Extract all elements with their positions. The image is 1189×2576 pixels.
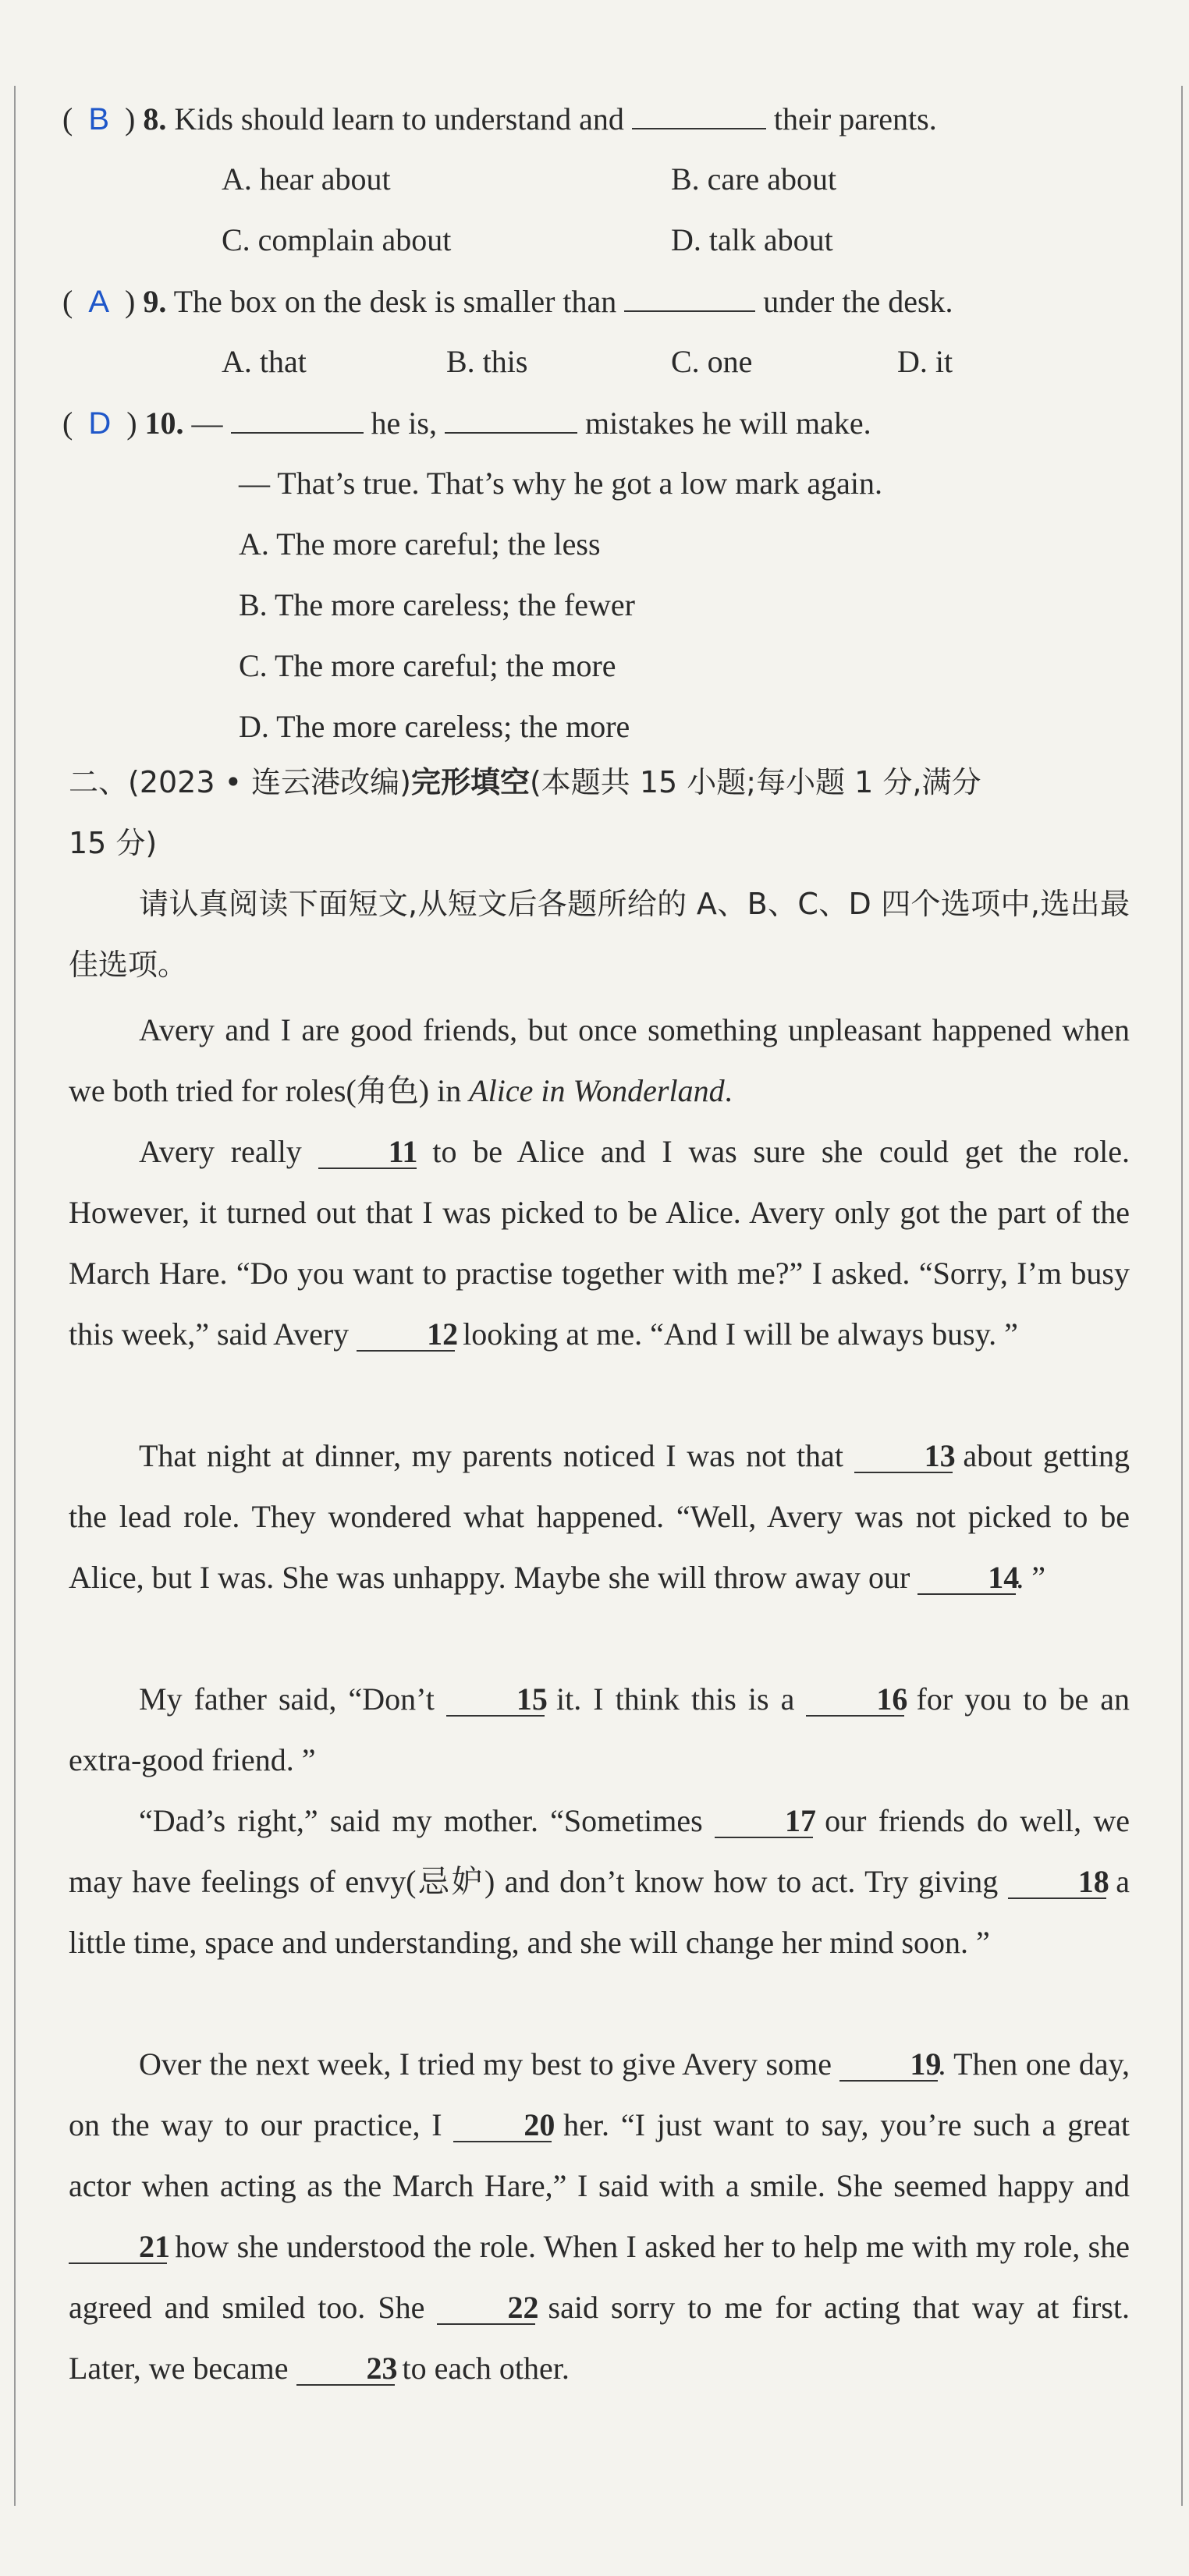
- answer-blank: [624, 279, 755, 312]
- section-note-continued: 15 分): [69, 826, 158, 860]
- passage-text: for you to be an extra-good friend. ”: [69, 1681, 1130, 1777]
- option-c: C. complain about: [222, 222, 452, 257]
- blank-20: 20: [453, 2110, 552, 2142]
- option-a: A. hear about: [222, 161, 391, 197]
- blank-11: 11: [318, 1136, 417, 1169]
- dialogue-reply: — That’s true. That’s why he got a low mark again.: [239, 466, 883, 501]
- question-number: 8.: [143, 101, 167, 136]
- question-number: 9.: [143, 284, 167, 319]
- answer-blank-1: [231, 401, 364, 434]
- answer-paren: ( A ): [62, 284, 136, 319]
- answer-letter: A: [88, 285, 110, 319]
- section-note: (本题共 15 小题;每小题 1 分,满分: [529, 765, 981, 799]
- passage-text: looking at me. “And I will be always busy. ”: [463, 1316, 1018, 1352]
- passage-text: to be Alice and I was sure she could get the role. However, it turned out that I was picked to be Alice. Avery only got the part of the March Hare. “Do you want to practise together with me?” I asked. “Sorry, I’m busy this week,” said Avery: [69, 1134, 1130, 1352]
- question-9: [62, 279, 953, 324]
- question-10: [62, 401, 871, 445]
- passage-text: said sorry to me for acting that way at first. Later, we became: [69, 2290, 1130, 2386]
- answer-blank: [632, 97, 766, 129]
- passage-paragraph-1: [69, 1000, 1130, 1121]
- passage-text: about getting the lead role. They wondered what happened. “Well, Avery was not picked to be Alice, but I was. She was unhappy. Maybe she will throw away our: [69, 1438, 1130, 1595]
- blank-17: 17: [715, 1805, 813, 1838]
- passage-paragraph-5: [69, 1791, 1130, 1973]
- passage-paragraph-6: [69, 2034, 1130, 2399]
- question-stem-end: under the desk.: [763, 284, 953, 319]
- passage-text: .: [724, 1073, 733, 1108]
- blank-13: 13: [854, 1440, 953, 1473]
- blank-19: 19: [839, 2049, 938, 2082]
- option-c: C. The more careful; the more: [239, 648, 616, 683]
- instruction-text: 请认真阅读下面短文,从短文后各题所给的 A、B、C、D 四个选项中,选出最佳选项。: [69, 887, 1130, 982]
- option-d: D. it: [897, 344, 953, 379]
- dialogue-dash: —: [191, 406, 223, 441]
- passage-paragraph-4: [69, 1669, 1130, 1791]
- section-heading: [69, 760, 981, 804]
- option-b: B. The more careless; the fewer: [239, 587, 635, 622]
- blank-16: 16: [806, 1684, 904, 1717]
- option-c: C. one: [671, 344, 753, 379]
- blank-23: 23: [296, 2353, 395, 2386]
- option-d: D. talk about: [671, 222, 833, 257]
- answer-letter: D: [88, 406, 112, 441]
- passage-text: how she understood the role. When I asked her to help me with my role, she agreed and smiled too. She: [69, 2229, 1130, 2325]
- blank-21: 21: [69, 2231, 167, 2264]
- question-stem: Kids should learn to understand and: [174, 101, 624, 136]
- option-d: D. The more careless; the more: [239, 709, 630, 744]
- passage-text: . Then one day, on the way to our practice, I: [69, 2046, 1130, 2142]
- passage-text: Avery really: [139, 1134, 302, 1169]
- passage-text: My father said, “Don’t: [139, 1681, 435, 1717]
- question-8: [62, 97, 937, 141]
- question-stem-end: mistakes he will make.: [584, 406, 871, 441]
- passage-text: Avery and I are good friends, but once something unpleasant happened when we both tried for roles(角色) in: [69, 1012, 1130, 1108]
- blank-22: 22: [437, 2292, 535, 2325]
- passage-text: a little time, space and understanding, and she will change her mind soon. ”: [69, 1864, 1130, 1960]
- question-number: 10.: [144, 406, 184, 441]
- option-a: A. The more careful; the less: [239, 526, 601, 562]
- answer-paren: ( B ): [62, 101, 136, 136]
- section-title: 完形填空: [410, 765, 530, 799]
- question-stem: The box on the desk is smaller than: [173, 284, 617, 319]
- answer-paren: ( D ): [62, 406, 137, 441]
- passage-text: her. “I just want to say, you’re such a great actor when acting as the March Hare,” I said with a smile. She seemed happy and: [69, 2107, 1130, 2203]
- blank-18: 18: [1008, 1866, 1106, 1899]
- passage-text: to each other.: [402, 2351, 570, 2386]
- question-stem-end: their parents.: [773, 101, 937, 136]
- answer-letter: B: [88, 102, 110, 136]
- passage-text: That night at dinner, my parents noticed I was not that: [139, 1438, 843, 1473]
- option-a: A. that: [222, 344, 307, 379]
- blank-14: 14: [917, 1562, 1016, 1595]
- passage-text: Over the next week, I tried my best to give Avery some: [139, 2046, 832, 2082]
- right-margin-line: [1181, 86, 1183, 2506]
- left-margin-line: [14, 86, 16, 2506]
- blank-15: 15: [446, 1684, 545, 1717]
- answer-blank-2: [445, 401, 577, 434]
- passage-paragraph-2: [69, 1121, 1130, 1365]
- option-b: B. care about: [671, 161, 837, 197]
- passage-text: it. I think this is a: [555, 1681, 795, 1717]
- book-title: Alice in Wonderland: [469, 1073, 725, 1108]
- option-b: B. this: [446, 344, 528, 379]
- blank-12: 12: [357, 1319, 455, 1352]
- passage-paragraph-3: [69, 1426, 1130, 1608]
- section-prefix: 二、(2023 • 连云港改编): [69, 765, 411, 799]
- passage-text: our friends do well, we may have feelings of envy(忌妒) and don’t know how to act. Try giving: [69, 1803, 1130, 1899]
- passage-text: . ”: [1016, 1560, 1046, 1595]
- question-stem-mid: he is,: [371, 406, 437, 441]
- passage-text: “Dad’s right,” said my mother. “Sometimes: [139, 1803, 703, 1838]
